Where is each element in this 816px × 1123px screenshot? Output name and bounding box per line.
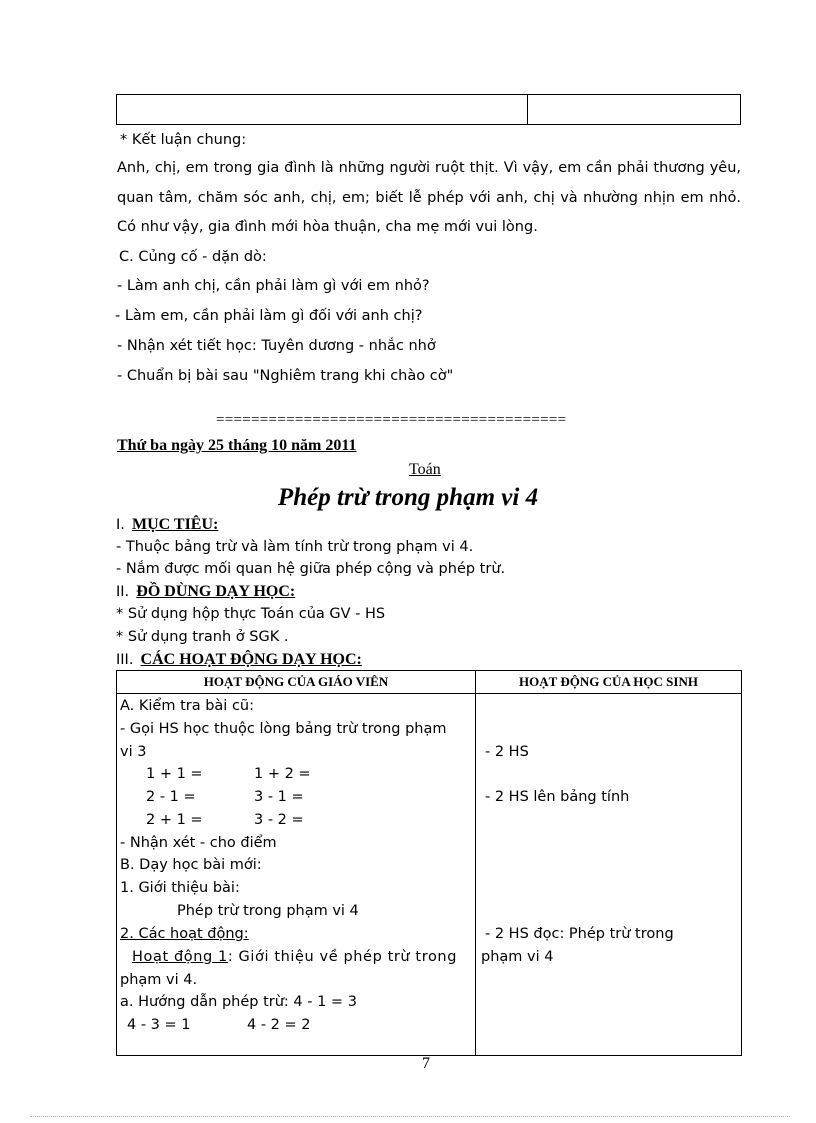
consolidate-heading: C. Củng cố - dặn dò: (119, 249, 267, 265)
section-title: ĐỒ DÙNG DẠY HỌC: (136, 583, 296, 600)
student-column-header: HOẠT ĐỘNG CỦA HỌC SINH (476, 671, 742, 694)
objective-item: - Thuộc bảng trừ và làm tính trừ trong phạm vi 4. (116, 539, 474, 555)
subject: Toán (409, 461, 441, 478)
section-title: CÁC HOẠT ĐỘNG DẠY HỌC: (140, 651, 362, 668)
conclusion-text: Anh, chị, em trong gia đình là những người ruột thịt. Vì vậy, em cần phải thương yêu, quan tâm, chăm sóc anh, chị, em; biết lễ phép với anh, chị và nhường nhịn em nhỏ. Có như vậy, gia đình mới hòa thuận, cha mẹ mới vui lòng. (117, 160, 741, 235)
material-item: * Sử dụng tranh ở SGK . (116, 629, 289, 645)
consolidate-item: - Làm em, cần phải làm gì đối với anh chị? (115, 308, 423, 324)
conclusion-heading: * Kết luận chung: (120, 132, 247, 148)
teacher-step: - Gọi HS học thuộc lòng bảng trừ trong phạm (120, 721, 447, 737)
separator-line: ======================================== (216, 412, 567, 428)
activities-heading: 2. Các hoạt động: (120, 926, 249, 942)
teacher-activities-cell (117, 694, 476, 1056)
section-activities-heading (116, 649, 362, 670)
equation: 3 - 2 = (254, 812, 304, 828)
activity-1-text: : Giới thiệu về phép trừ trong (227, 949, 458, 965)
student-response: - 2 HS (485, 744, 529, 760)
page-number: 7 (422, 1055, 430, 1072)
new-lesson-heading: B. Dạy học bài mới: (120, 857, 262, 873)
equation: 1 + 1 = (146, 766, 203, 782)
equation: 4 - 3 = 1 (127, 1017, 191, 1033)
objective-item: - Nắm được mối quan hệ giữa phép cộng và phép trừ. (116, 561, 506, 577)
consolidate-item: - Nhận xét tiết học: Tuyên dương - nhắc nhở (117, 338, 436, 354)
equation: 4 - 2 = 2 (247, 1017, 311, 1033)
intro-heading: 1. Giới thiệu bài: (120, 880, 240, 896)
footer-divider (30, 1116, 790, 1117)
teacher-column-header: HOẠT ĐỘNG CỦA GIÁO VIÊN (117, 671, 476, 694)
student-response: - 2 HS lên bảng tính (485, 789, 630, 805)
old-lesson-heading: A. Kiểm tra bài cũ: (120, 698, 254, 714)
equation: 1 + 2 = (254, 766, 311, 782)
activity-1-label: Hoạt động 1 (132, 949, 228, 965)
intro-title: Phép trừ trong phạm vi 4 (177, 903, 359, 919)
equation: 2 - 1 = (146, 789, 196, 805)
top-table-cell-right (528, 95, 741, 125)
student-response: - 2 HS đọc: Phép trừ trong (485, 926, 674, 942)
material-item: * Sử dụng hộp thực Toán của GV - HS (116, 606, 386, 622)
section-title: MỤC TIÊU: (131, 516, 219, 533)
consolidate-item: - Chuẩn bị bài sau "Nghiêm trang khi chào cờ" (117, 368, 454, 384)
teacher-step: vi 3 (120, 744, 147, 760)
equation: 3 - 1 = (254, 789, 304, 805)
top-table-remnant (116, 94, 741, 125)
student-activities-cell (476, 694, 742, 1056)
lesson-title: Phép trừ trong phạm vi 4 (277, 484, 539, 511)
equation: 2 + 1 = (146, 812, 203, 828)
top-table-cell-left (117, 95, 528, 125)
consolidate-item: - Làm anh chị, cần phải làm gì với em nhỏ? (117, 278, 430, 294)
section-objectives-heading (116, 514, 218, 535)
activity-1-line (132, 947, 457, 967)
section-number: III. (116, 652, 134, 668)
teacher-step: phạm vi 4. (120, 972, 198, 988)
date-line: Thứ ba ngày 25 tháng 10 năm 2011 (117, 437, 357, 454)
section-materials-heading (116, 581, 295, 602)
activities-table (116, 670, 742, 1056)
student-response: phạm vi 4 (481, 949, 554, 965)
teacher-step: - Nhận xét - cho điểm (120, 835, 277, 851)
section-number: I. (116, 517, 125, 533)
section-number: II. (116, 584, 130, 600)
guide-step: a. Hướng dẫn phép trừ: 4 - 1 = 3 (120, 994, 357, 1010)
